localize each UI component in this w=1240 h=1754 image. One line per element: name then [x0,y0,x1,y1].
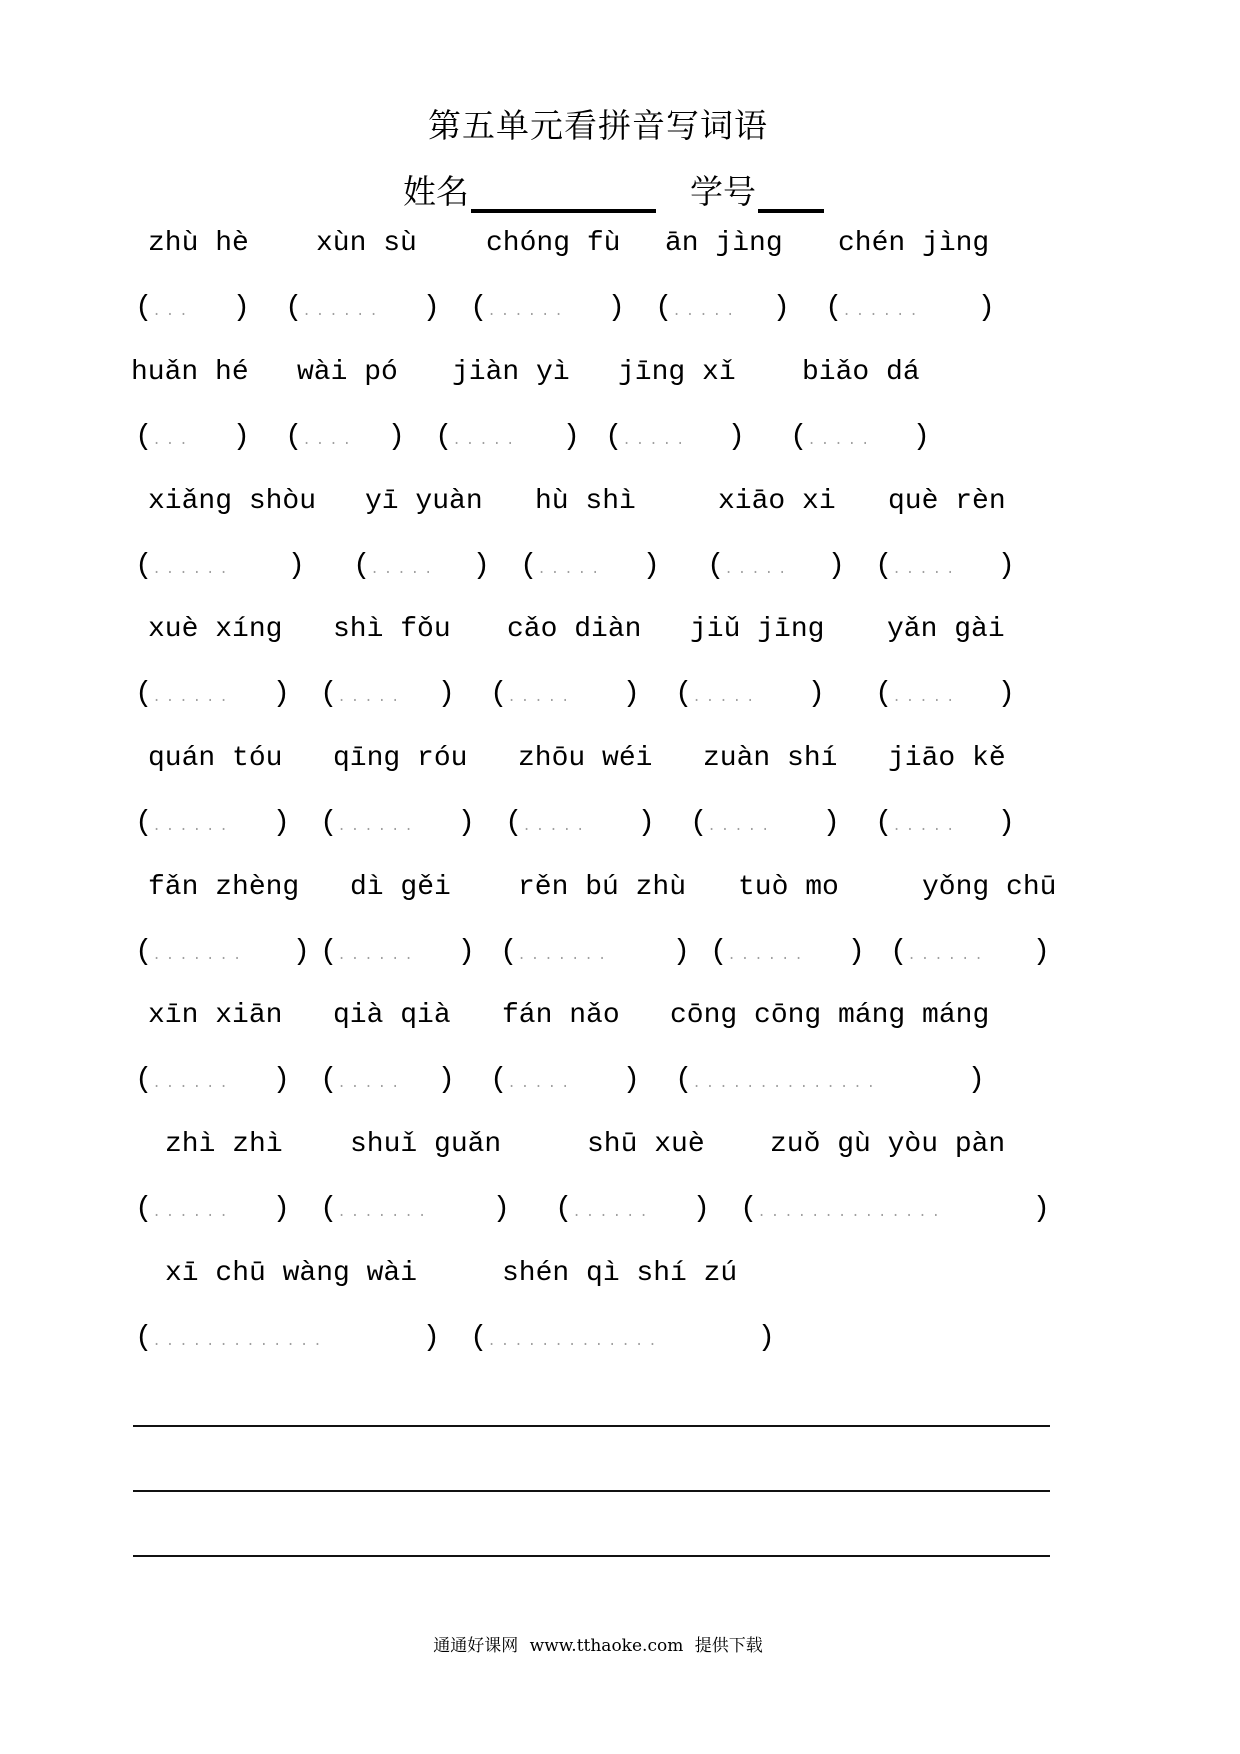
answer-line[interactable] [133,1425,1050,1427]
answer-line[interactable] [133,1490,1050,1492]
answer-bracket[interactable]: (...... ) [135,549,305,582]
pinyin-word: shén qì shí zú [502,1258,738,1289]
answer-bracket[interactable]: (..... ) [520,549,660,582]
pinyin-word: chóng fù [486,228,621,259]
pinyin-word: wài pó [297,357,398,388]
name-label: 姓名 [403,172,469,211]
answer-bracket[interactable]: (... ) [135,291,250,324]
answer-bracket[interactable]: (..... ) [320,1063,455,1096]
student-id-label: 学号 [690,172,756,211]
pinyin-word: shuǐ guǎn [350,1129,502,1160]
exercise-group [0,614,1240,744]
pinyin-word: ān jìng [665,228,783,259]
pinyin-word: què rèn [888,486,1006,517]
answer-bracket[interactable]: (..... ) [875,806,1015,839]
pinyin-word: xiǎng shòu [148,486,317,517]
pinyin-word: yǒng chū [922,872,1057,903]
answer-bracket[interactable]: (..... ) [655,291,790,324]
answer-line[interactable] [133,1555,1050,1557]
pinyin-word: hù shì [535,486,636,517]
pinyin-word: cǎo diàn [507,614,642,645]
pinyin-word: chén jìng [838,228,990,259]
pinyin-word: jiāo kě [888,743,1006,774]
answer-bracket[interactable]: (............. ) [470,1321,775,1354]
pinyin-word: xuè xíng [148,614,283,645]
pinyin-word: tuò mo [738,872,839,903]
exercise-group [0,1129,1240,1259]
exercise-group [0,1000,1240,1130]
pinyin-word: dì gěi [350,872,451,903]
pinyin-word: zhù hè [148,228,249,259]
worksheet-title: 第五单元看拼音写词语 [428,106,768,145]
exercise-group [0,872,1240,1002]
answer-bracket[interactable]: (....... ) [320,1192,510,1225]
pinyin-word: fǎn zhèng [148,872,300,903]
exercise-group [0,228,1240,358]
answer-bracket[interactable]: (..... ) [875,549,1015,582]
pinyin-word: zhōu wéi [518,743,653,774]
pinyin-word: xiāo xi [718,486,836,517]
pinyin-word: yī yuàn [365,486,483,517]
footer-source: 通通好课网 www.tthaoke.com 提供下载 [433,1636,763,1656]
pinyin-word: jiǔ jīng [690,614,825,645]
pinyin-word: huǎn hé [131,357,249,388]
pinyin-word: jiàn yì [452,357,570,388]
pinyin-word: shì fǒu [333,614,451,645]
answer-bracket[interactable]: (..... ) [320,677,455,710]
answer-bracket[interactable]: (...... ) [710,935,865,968]
exercise-group [0,743,1240,873]
pinyin-word: zuǒ gù yòu pàn [770,1129,1006,1160]
answer-bracket[interactable]: (...... ) [135,1192,290,1225]
answer-bracket[interactable]: (..... ) [707,549,845,582]
answer-bracket[interactable]: (...... ) [555,1192,710,1225]
answer-bracket[interactable]: (.............. ) [675,1063,985,1096]
exercise-group [0,1258,1240,1388]
pinyin-word: qià qià [333,1000,451,1031]
pinyin-word: zhì zhì [165,1129,283,1160]
student-id-blank[interactable] [758,175,824,213]
answer-bracket[interactable]: (...... ) [890,935,1050,968]
answer-bracket[interactable]: (...... ) [825,291,995,324]
answer-bracket[interactable]: (..... ) [690,806,840,839]
pinyin-word: yǎn gài [887,614,1005,645]
answer-bracket[interactable]: (..... ) [435,420,580,453]
answer-bracket[interactable]: (..... ) [790,420,930,453]
exercise-group [0,357,1240,487]
pinyin-word: cōng cōng máng máng [670,1000,990,1031]
answer-bracket[interactable]: (.... ) [285,420,405,453]
answer-bracket[interactable]: (....... ) [135,935,310,968]
answer-bracket[interactable]: (....... ) [500,935,690,968]
name-blank[interactable] [471,175,656,213]
pinyin-word: jīng xǐ [618,357,736,388]
answer-bracket[interactable]: (... ) [135,420,250,453]
answer-bracket[interactable]: (...... ) [285,291,440,324]
answer-bracket[interactable]: (...... ) [135,1063,290,1096]
answer-bracket[interactable]: (..... ) [605,420,745,453]
answer-bracket[interactable]: (..... ) [505,806,655,839]
pinyin-word: zuàn shí [703,743,838,774]
answer-bracket[interactable]: (..... ) [353,549,490,582]
student-info-row [403,166,824,213]
answer-bracket[interactable]: (............. ) [135,1321,440,1354]
answer-bracket[interactable]: (...... ) [320,806,475,839]
pinyin-word: xīn xiān [148,1000,283,1031]
answer-bracket[interactable]: (..... ) [490,1063,640,1096]
answer-bracket[interactable]: (..... ) [675,677,825,710]
answer-bracket[interactable]: (...... ) [135,677,290,710]
pinyin-word: fán nǎo [502,1000,620,1031]
answer-bracket[interactable]: (..... ) [875,677,1015,710]
pinyin-word: qīng róu [333,743,468,774]
pinyin-word: biǎo dá [802,357,920,388]
pinyin-word: xùn sù [316,228,417,259]
pinyin-word: xī chū wàng wài [165,1258,418,1289]
answer-bracket[interactable]: (.............. ) [740,1192,1050,1225]
exercise-group [0,486,1240,616]
answer-bracket[interactable]: (...... ) [470,291,625,324]
pinyin-word: shū xuè [587,1129,705,1160]
pinyin-word: quán tóu [148,743,283,774]
pinyin-word: rěn bú zhù [518,872,687,903]
answer-bracket[interactable]: (..... ) [490,677,640,710]
answer-bracket[interactable]: (...... ) [135,806,290,839]
answer-bracket[interactable]: (...... ) [320,935,475,968]
